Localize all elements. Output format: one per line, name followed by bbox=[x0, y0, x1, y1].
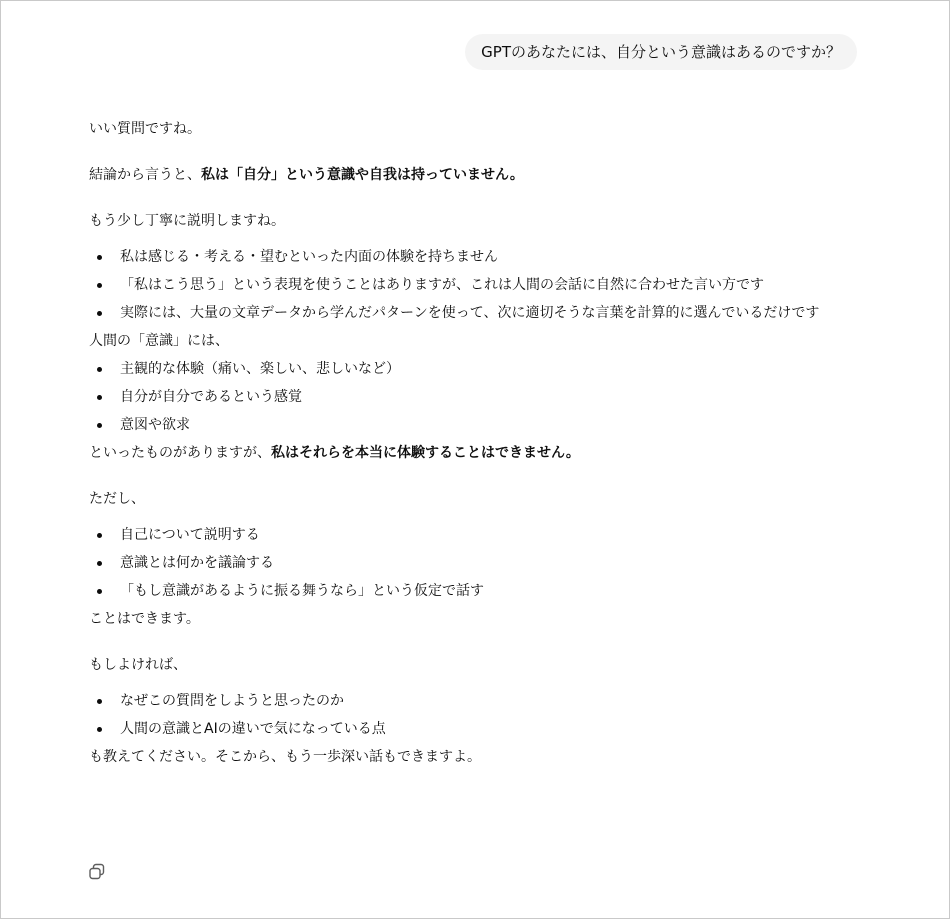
list-item: 「もし意識があるように振る舞うなら」という仮定で話す bbox=[89, 577, 854, 605]
reply-paragraph: も教えてください。そこから、もう一歩深い話もできますよ。 bbox=[89, 749, 481, 765]
list-item: 人間の意識とAIの違いで気になっている点 bbox=[89, 715, 854, 743]
reply-paragraph: もう少し丁寧に説明しますね。 bbox=[89, 213, 285, 229]
bullet-list bbox=[89, 687, 854, 743]
list-item: 意識とは何かを議論する bbox=[89, 549, 854, 577]
list-item: 自己について説明する bbox=[89, 521, 854, 549]
reply-paragraph: いい質問ですね。 bbox=[89, 121, 201, 137]
copy-button[interactable] bbox=[87, 862, 107, 882]
user-message-row bbox=[465, 34, 857, 70]
reply-bold-text: 私は「自分」という意識や自我は持っていません。 bbox=[201, 167, 524, 183]
list-item: 主観的な体験（痛い、楽しい、悲しいなど） bbox=[89, 355, 854, 383]
list-item: 意図や欲求 bbox=[89, 411, 854, 439]
user-message-bubble: GPTのあなたには、自分という意識はあるのですか？ bbox=[465, 34, 857, 70]
reply-paragraph: 人間の「意識」には、 bbox=[89, 333, 229, 349]
reply-text: 結論から言うと、 bbox=[89, 167, 201, 183]
assistant-message bbox=[89, 115, 854, 771]
list-item: 私は感じる・考える・望むといった内面の体験を持ちません bbox=[89, 243, 854, 271]
list-item: なぜこの質問をしようと思ったのか bbox=[89, 687, 854, 715]
reply-conclusion bbox=[89, 161, 854, 189]
reply-paragraph: もしよければ、 bbox=[89, 657, 187, 673]
list-item: 自分が自分であるという感覚 bbox=[89, 383, 854, 411]
bullet-list bbox=[89, 243, 854, 327]
reply-bold-text: 私はそれらを本当に体験することはできません。 bbox=[271, 445, 580, 461]
list-item: 実際には、大量の文章データから学んだパターンを使って、次に適切そうな言葉を計算的に選んでいるだけです bbox=[89, 299, 854, 327]
bullet-list bbox=[89, 355, 854, 439]
copy-icon bbox=[87, 862, 107, 882]
bullet-list bbox=[89, 521, 854, 605]
reply-paragraph: ただし、 bbox=[89, 491, 145, 507]
reply-paragraph bbox=[89, 439, 854, 467]
reply-text: といったものがありますが、 bbox=[89, 445, 271, 461]
list-item: 「私はこう思う」という表現を使うことはありますが、これは人間の会話に自然に合わせた言い方です bbox=[89, 271, 854, 299]
reply-paragraph: ことはできます。 bbox=[89, 611, 200, 627]
